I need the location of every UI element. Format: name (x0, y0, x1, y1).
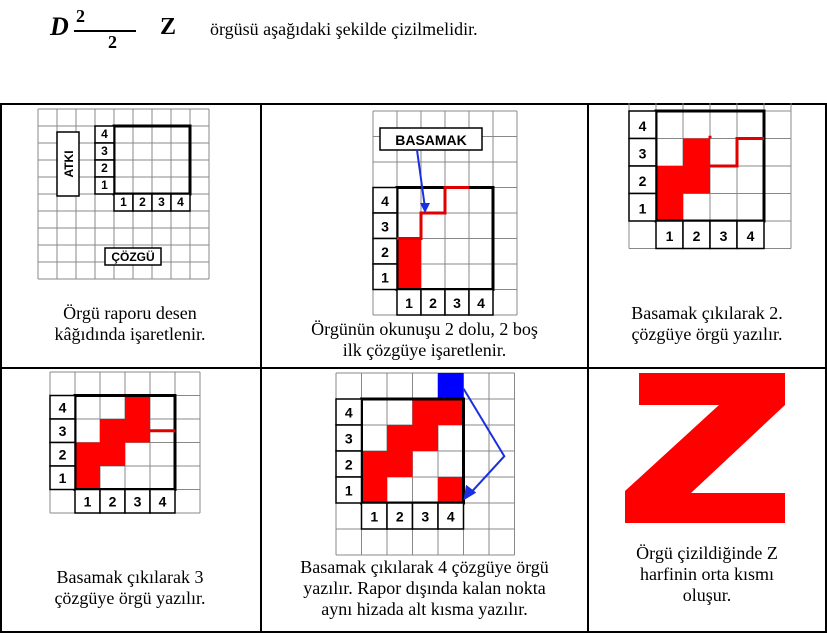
row-label: 1 (58, 469, 67, 486)
col-label: 4 (477, 294, 485, 311)
step-caption-5 (267, 557, 582, 620)
col-label: 4 (177, 195, 184, 210)
formula-fraction-bar (74, 30, 136, 32)
filled-square (387, 451, 413, 477)
row-label: 1 (638, 200, 647, 217)
caption-line: kâğıdında işaretlenir. (54, 324, 206, 344)
filled-square (125, 419, 150, 443)
filled-square (656, 166, 683, 194)
filled-square (75, 466, 100, 490)
col-label: 3 (453, 294, 461, 311)
filled-square (397, 264, 421, 290)
step-line (710, 139, 764, 167)
overflow-square (438, 373, 464, 399)
col-label: 3 (133, 493, 142, 510)
warp-label: ÇÖZGÜ (111, 250, 155, 264)
filled-square (413, 425, 439, 451)
caption-line: Basamak çıkılarak 2. (631, 303, 783, 323)
row-label: 1 (381, 269, 389, 286)
z-letter-shape (589, 367, 825, 537)
filled-square (438, 399, 464, 425)
formula-letter: D (50, 12, 69, 41)
row-label: 3 (101, 144, 108, 159)
step-caption-3 (594, 303, 820, 345)
row-label: 3 (344, 430, 353, 447)
filled-square (362, 451, 388, 477)
col-label: 1 (665, 227, 674, 244)
row-label: 2 (381, 243, 389, 260)
caption-line: yazılır. Rapor dışında kalan nokta (303, 578, 546, 598)
header (0, 0, 827, 100)
row-label: 3 (381, 218, 389, 235)
table-border-bottom (0, 631, 827, 633)
step-caption-6 (594, 543, 820, 606)
caption-line: oluşur. (682, 585, 732, 605)
formula-numerator: 2 (76, 6, 85, 26)
step-label: BASAMAK (395, 132, 467, 148)
col-label: 4 (446, 508, 455, 525)
col-label: 2 (139, 195, 146, 210)
col-label: 4 (746, 227, 755, 244)
caption-line: aynı hizada alt kısma yazılır. (321, 599, 528, 619)
filled-square (387, 425, 413, 451)
caption-line: Basamak çıkılarak 4 çözgüye örgü (300, 557, 549, 577)
col-label: 3 (421, 508, 430, 525)
col-label: 2 (395, 508, 404, 525)
row-label: 2 (638, 172, 647, 189)
formula-weave: Z (160, 14, 177, 40)
row-label: 2 (101, 161, 108, 176)
caption-line: Örgü raporu desen (63, 303, 197, 323)
caption-line: ilk çözgüye işaretlenir. (342, 340, 507, 360)
col-label: 4 (158, 493, 167, 510)
formula-denominator: 2 (108, 32, 117, 52)
col-label: 3 (158, 195, 165, 210)
step-caption-4 (10, 567, 250, 609)
caption-line: Örgünün okunuşu 2 dolu, 2 boş (311, 319, 538, 339)
filled-square (100, 419, 125, 443)
col-label: 1 (83, 493, 92, 510)
col-label: 1 (370, 508, 379, 525)
step-cell-4 (0, 367, 260, 631)
col-label: 1 (405, 294, 413, 311)
filled-square (413, 399, 439, 425)
caption-line: Örgü çizildiğinde Z (636, 543, 778, 563)
caption-line: çözgüye örgü yazılır. (631, 324, 783, 344)
filled-square (397, 239, 421, 265)
row-label: 2 (58, 446, 67, 463)
step-cell-2 (262, 103, 587, 367)
filled-square (125, 396, 150, 420)
col-label: 3 (719, 227, 728, 244)
step-cell-1 (0, 103, 260, 367)
row-label: 1 (101, 178, 108, 193)
step-caption-2 (272, 319, 577, 361)
col-label: 2 (429, 294, 437, 311)
row-label: 4 (101, 127, 108, 142)
col-label: 1 (120, 195, 127, 210)
row-label: 3 (58, 422, 67, 439)
row-label: 4 (344, 404, 353, 421)
filled-square (362, 477, 388, 503)
step-caption-1 (10, 303, 250, 345)
caption-line: Basamak çıkılarak 3 (56, 567, 204, 587)
col-label: 2 (108, 493, 117, 510)
filled-square (75, 443, 100, 467)
filled-square (683, 166, 710, 194)
row-label: 4 (58, 399, 67, 416)
col-label: 2 (692, 227, 701, 244)
row-label: 4 (381, 192, 389, 209)
overflow-arrow-head (464, 485, 477, 501)
row-label: 2 (344, 456, 353, 473)
filled-square (683, 139, 710, 167)
filled-square (656, 194, 683, 222)
caption-line: çözgüye örgü yazılır. (54, 588, 206, 608)
step-cell-3 (589, 103, 825, 367)
row-label: 4 (638, 117, 647, 134)
row-label: 3 (638, 145, 647, 162)
row-label: 1 (344, 482, 353, 499)
header-text: örgüsü aşağıdaki şekilde çizilmelidir. (210, 19, 478, 39)
weft-label: ATKI (62, 150, 76, 178)
step-cell-5 (262, 367, 587, 631)
caption-line: harfinin orta kısmı (640, 564, 774, 584)
filled-square (100, 443, 125, 467)
step-cell-6 (589, 367, 825, 631)
overflow-arrow (464, 389, 505, 496)
z-letter-polygon (625, 373, 785, 523)
filled-square (438, 477, 464, 503)
